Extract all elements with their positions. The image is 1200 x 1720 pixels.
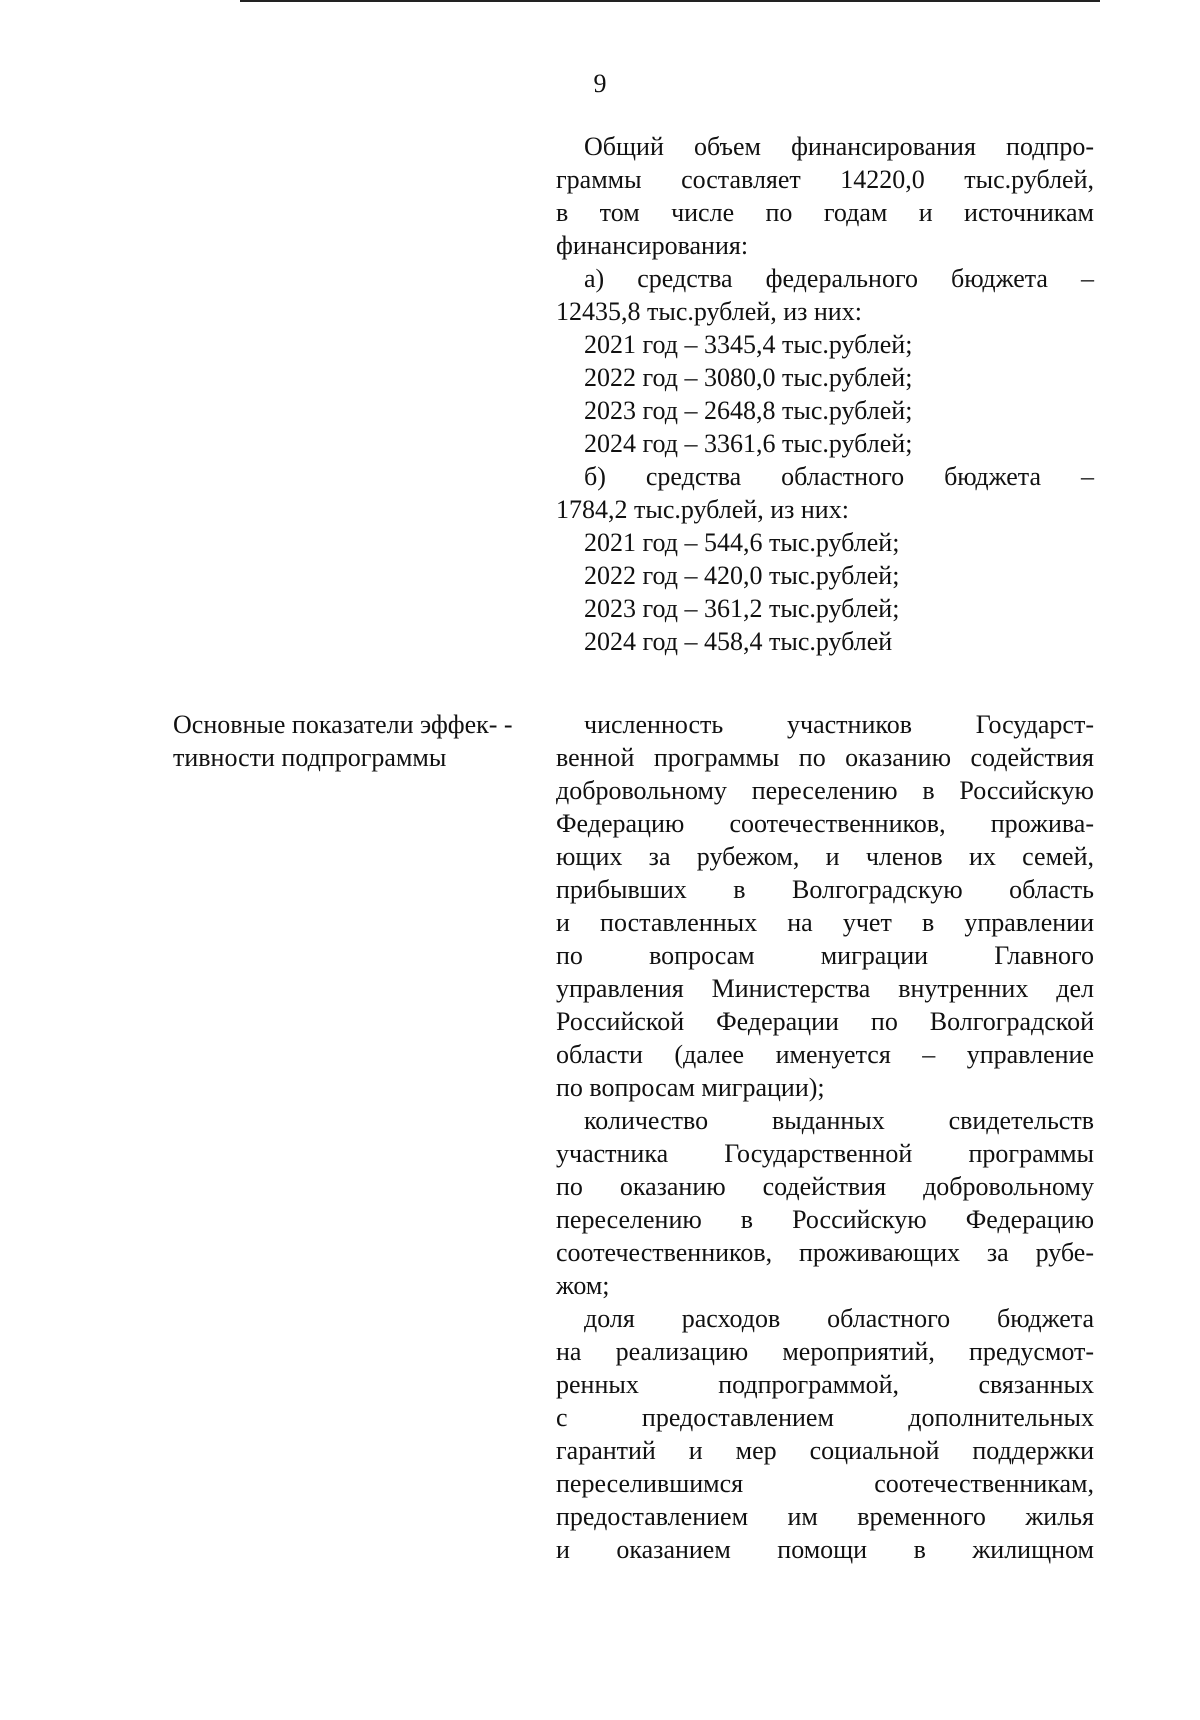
text-line: и оказанием помощи в жилищном [556, 1535, 1094, 1564]
page-number: 9 [593, 69, 607, 98]
text-line: количество выданных свидетельств [584, 1106, 1094, 1135]
text-line: 2024 год – 3361,6 тыс.рублей; [584, 429, 913, 458]
text-line: жом; [556, 1271, 610, 1300]
text-line: 12435,8 тыс.рублей, из них: [556, 297, 862, 326]
text-line: соотечественников, проживающих за рубе- [556, 1238, 1094, 1267]
text-line: и поставленных на учет в управлении [556, 908, 1094, 937]
text-line: 1784,2 тыс.рублей, из них: [556, 495, 849, 524]
text-line: управления Министерства внутренних дел [556, 974, 1094, 1003]
text-line: 2021 год – 544,6 тыс.рублей; [584, 528, 900, 557]
text-line: численность участников Государст- [584, 710, 1094, 739]
indicators-label [173, 708, 553, 778]
text-line: области (далее именуется – управление [556, 1040, 1094, 1069]
text-line: 2022 год – 420,0 тыс.рублей; [584, 561, 900, 590]
text-line: в том числе по годам и источникам [556, 198, 1094, 227]
text-line: по вопросам миграции); [556, 1073, 825, 1102]
text-line: финансирования: [556, 231, 749, 260]
text-line: венной программы по оказанию содействия [556, 743, 1094, 772]
text-line: предоставлением им временного жилья [556, 1502, 1094, 1531]
text-line: с предоставлением дополнительных [556, 1403, 1094, 1432]
indicators-block [556, 708, 1094, 1588]
text-line: б) средства областного бюджета – [584, 462, 1094, 491]
text-line: 2022 год – 3080,0 тыс.рублей; [584, 363, 913, 392]
text-line: ренных подпрограммой, связанных [556, 1370, 1094, 1399]
text-line: 2021 год – 3345,4 тыс.рублей; [584, 330, 913, 359]
text-line: 2023 год – 361,2 тыс.рублей; [584, 594, 900, 623]
text-line: на реализацию мероприятий, предусмот- [556, 1337, 1094, 1366]
text-line: 2023 год – 2648,8 тыс.рублей; [584, 396, 913, 425]
text-line: граммы составляет 14220,0 тыс.рублей, [556, 165, 1094, 194]
text-line: переселению в Российскую Федерацию [556, 1205, 1094, 1234]
text-line: по оказанию содействия добровольному [556, 1172, 1094, 1201]
text-line: участника Государственной программы [556, 1139, 1094, 1168]
indicators-label-line-2: тивности подпрограммы [173, 743, 447, 772]
text-line: доля расходов областного бюджета [584, 1304, 1094, 1333]
text-line: 2024 год – 458,4 тыс.рублей [584, 627, 893, 656]
text-line: переселившимся соотечественникам, [556, 1469, 1094, 1498]
text-line: прибывших в Волгоградскую область [556, 875, 1094, 904]
text-line: Российской Федерации по Волгоградской [556, 1007, 1094, 1036]
top-rule [240, 0, 1100, 2]
text-line: по вопросам миграции Главного [556, 941, 1094, 970]
text-line: гарантий и мер социальной поддержки [556, 1436, 1094, 1465]
funding-block [556, 130, 1094, 670]
text-line: а) средства федерального бюджета – [584, 264, 1094, 293]
text-line: Общий объем финансирования подпро- [584, 132, 1094, 161]
text-line: Федерацию соотечественников, прожива- [556, 809, 1094, 838]
indicators-label-line-1: Основные показатели эффек- - [173, 710, 513, 739]
text-line: добровольному переселению в Российскую [556, 776, 1094, 805]
text-line: ющих за рубежом, и членов их семей, [556, 842, 1094, 871]
